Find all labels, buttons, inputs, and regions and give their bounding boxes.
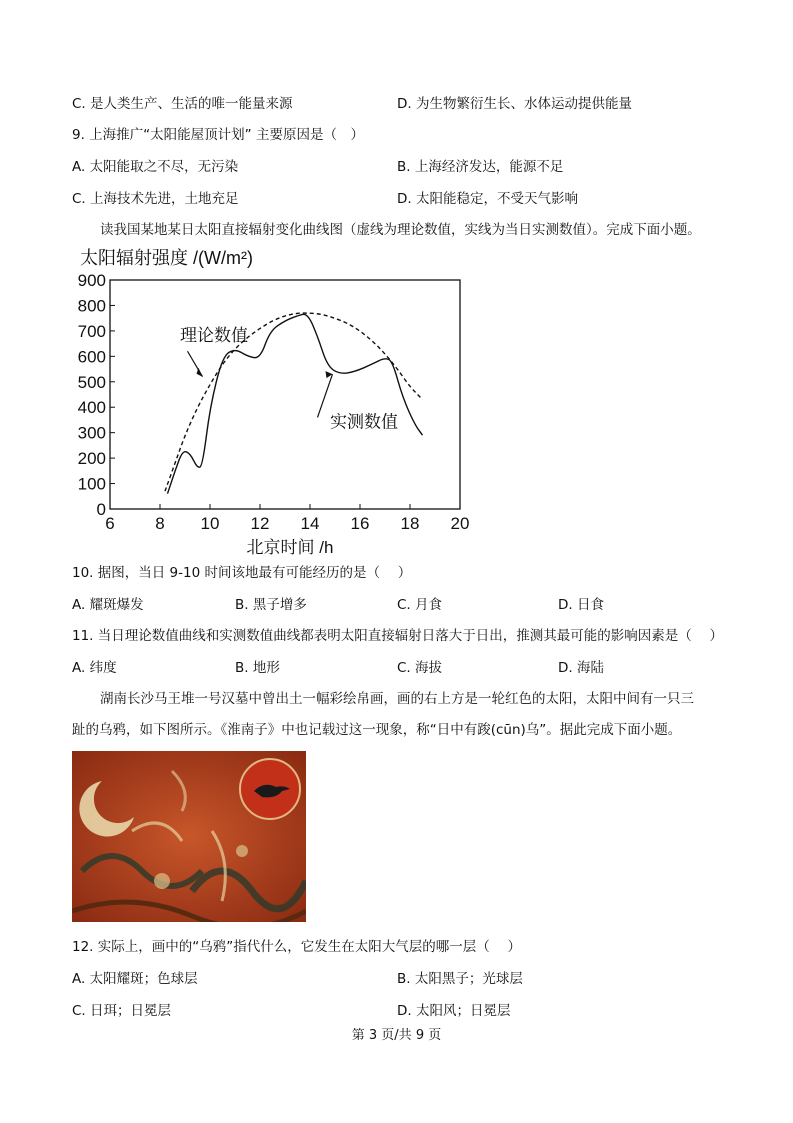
y-tick-label: 300 [77,423,106,443]
annotation-arrow-measured [318,374,333,417]
y-tick-label: 0 [96,500,106,519]
q11-option-c: C. 海拔 [397,660,443,676]
x-tick-label: 14 [300,514,320,533]
y-tick-label: 100 [77,474,106,494]
plot-frame [110,280,460,509]
q10-option-c: C. 月食 [397,597,443,613]
q10-option-d: D. 日食 [558,597,604,613]
q12-option-b: B. 太阳黑子；光球层 [397,971,523,987]
q11-option-d: D. 海陆 [558,660,604,676]
painting-intro-line2: 趾的乌鸦，如下图所示。《淮南子》中也记载过这一现象，称“日中有踆(cūn)乌”。据此完成下面小题。 [72,722,682,738]
x-tick-label: 8 [155,514,165,533]
q9-option-c: C. 上海技术先进，土地充足 [72,191,239,207]
q10-option-a: A. 耀斑爆发 [72,597,144,613]
q11-option-b: B. 地形 [235,660,280,676]
q11-option-a: A. 纬度 [72,660,117,676]
x-tick-label: 18 [400,514,420,533]
q9-option-a: A. 太阳能取之不尽，无污染 [72,159,239,175]
x-tick-label: 20 [450,514,470,533]
q9-option-b: B. 上海经济发达，能源不足 [397,159,564,175]
y-tick-label: 200 [77,449,106,469]
q9-stem: 9. 上海推广“太阳能屋顶计划” 主要原因是（ ） [72,127,364,143]
q10-stem: 10. 据图，当日 9-10 时间该地最有可能经历的是（ ） [72,565,412,581]
q10-option-b: B. 黑子增多 [235,597,307,613]
silk-painting-image [72,751,306,922]
y-tick-label: 600 [77,347,106,367]
y-tick-label: 400 [77,398,106,418]
y-tick-label: 500 [77,372,106,392]
chart-title: 太阳辐射强度 /(W/m²) [80,248,253,268]
chart-intro: 读我国某地某日太阳直接辐射变化曲线图（虚线为理论数值，实线为当日实测数值）。完成下面小题。 [100,222,701,238]
page-footer: 第 3 页/共 9 页 [351,1028,442,1043]
q8-option-c: C. 是人类生产、生活的唯一能量来源 [72,96,293,112]
q12-option-a: A. 太阳耀斑；色球层 [72,971,198,987]
y-tick-label: 700 [77,321,106,341]
painting-artwork [72,751,306,922]
q9-option-d: D. 太阳能稳定，不受天气影响 [397,191,578,207]
y-tick-label: 800 [77,296,106,316]
x-tick-label: 16 [350,514,370,533]
q11-stem: 11. 当日理论数值曲线和实测数值曲线都表明太阳直接辐射日落大于日出，推测其最可能的影响因素是（ ） [72,628,724,644]
q12-option-d: D. 太阳风；日冕层 [397,1003,511,1019]
q8-option-d: D. 为生物繁衍生长、水体运动提供能量 [397,96,632,112]
x-tick-label: 10 [200,514,220,533]
solar-radiation-chart [70,244,490,559]
y-tick-label: 900 [77,271,106,290]
painting-intro-line1: 湖南长沙马王堆一号汉墓中曾出土一幅彩绘帛画，画的右上方是一轮红色的太阳，太阳中间有一只三 [100,691,694,707]
x-tick-label: 12 [250,514,270,533]
annotation-measured: 实测数值 [330,412,398,432]
annotation-theoretical: 理论数值 [180,326,248,346]
q12-stem: 12. 实际上，画中的“乌鸦”指代什么，它发生在太阳大气层的哪一层（ ） [72,939,522,955]
chart-x-axis-label: 北京时间 /h [246,538,334,557]
x-tick-label: 6 [105,514,115,533]
q12-option-c: C. 日珥；日冕层 [72,1003,172,1019]
